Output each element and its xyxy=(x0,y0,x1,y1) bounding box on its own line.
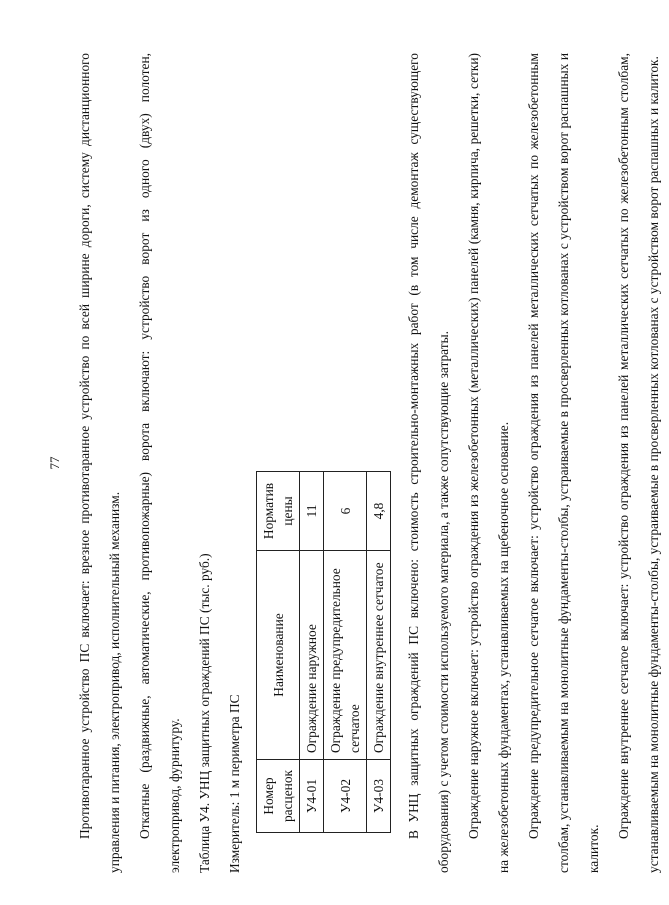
paragraph-warning-fence: Ограждение предупредительное сетчатое включает: устройство ограждения из панелей металлических сетчатых по железобетонным столбам, устанавливаемым на монолитные фундаменты-столбы, устраиваемые в просверленных котлованах с устройством ворот распашных и калиток. xyxy=(526,53,601,873)
row-price: 6 xyxy=(324,472,367,551)
fence-pricing-table xyxy=(256,471,391,833)
row-name: Ограждение внутреннее сетчатое xyxy=(367,551,391,760)
paragraph-ram-protection: Противотаранное устройство ПС включает: врезное противотаранное устройство по всей ширине дороги, систему дистанционного управления и питания, электропривод, исполнительный механизм. xyxy=(77,53,122,873)
paragraph-inner-fence: Ограждение внутреннее сетчатое включает: устройство ограждения из панелей металлических сетчатых по железобетонным столбам, устанавливаемым на монолитные фундаменты-столбы, устраиваемые в просверленных котлованах с устройством ворот распашных и калиток. xyxy=(616,53,661,873)
table-row xyxy=(300,472,324,833)
header-name: Наименование xyxy=(257,551,300,760)
row-name: Ограждение предупредительное сетчатое xyxy=(324,551,367,760)
paragraph-outer-fence: Ограждение наружное включает: устройство ограждения из железобетонных (металлических) панелей (камня, кирпича, решетки, сетки) на железобетонных фундаментах, устанавливаемых на щебеночное основание. xyxy=(466,53,511,873)
header-price: Норматив цены xyxy=(257,472,300,551)
paragraph-sliding-gates: Откатные (раздвижные, автоматические, противопожарные) ворота включают: устройство ворот из одного (двух) полотен, электропривод, фурнитуру. xyxy=(137,53,182,873)
table-row xyxy=(324,472,367,833)
paragraph-included-costs: В УНЦ защитных ограждений ПС включено: стоимость строительно-монтажных работ (в том числе демонтаж существующего оборудования) с учетом стоимости используемого материала, а также сопутствующие затраты. xyxy=(406,53,451,873)
table-row xyxy=(367,472,391,833)
page-number: 77 xyxy=(47,456,62,470)
meter-text: Измеритель: 1 м периметра ПС xyxy=(227,694,242,873)
row-price: 4,8 xyxy=(367,472,391,551)
table-header-row xyxy=(257,472,300,833)
rotated-page-content xyxy=(40,53,661,873)
row-price: 11 xyxy=(300,472,324,551)
row-name: Ограждение наружное xyxy=(300,551,324,760)
row-code: У4-01 xyxy=(300,760,324,833)
row-code: У4-03 xyxy=(367,760,391,833)
header-code: Номер расценок xyxy=(257,760,300,833)
row-code: У4-02 xyxy=(324,760,367,833)
table-caption: Таблица У4. УНЦ защитных ограждений ПС (тыс. руб.) xyxy=(197,553,212,873)
